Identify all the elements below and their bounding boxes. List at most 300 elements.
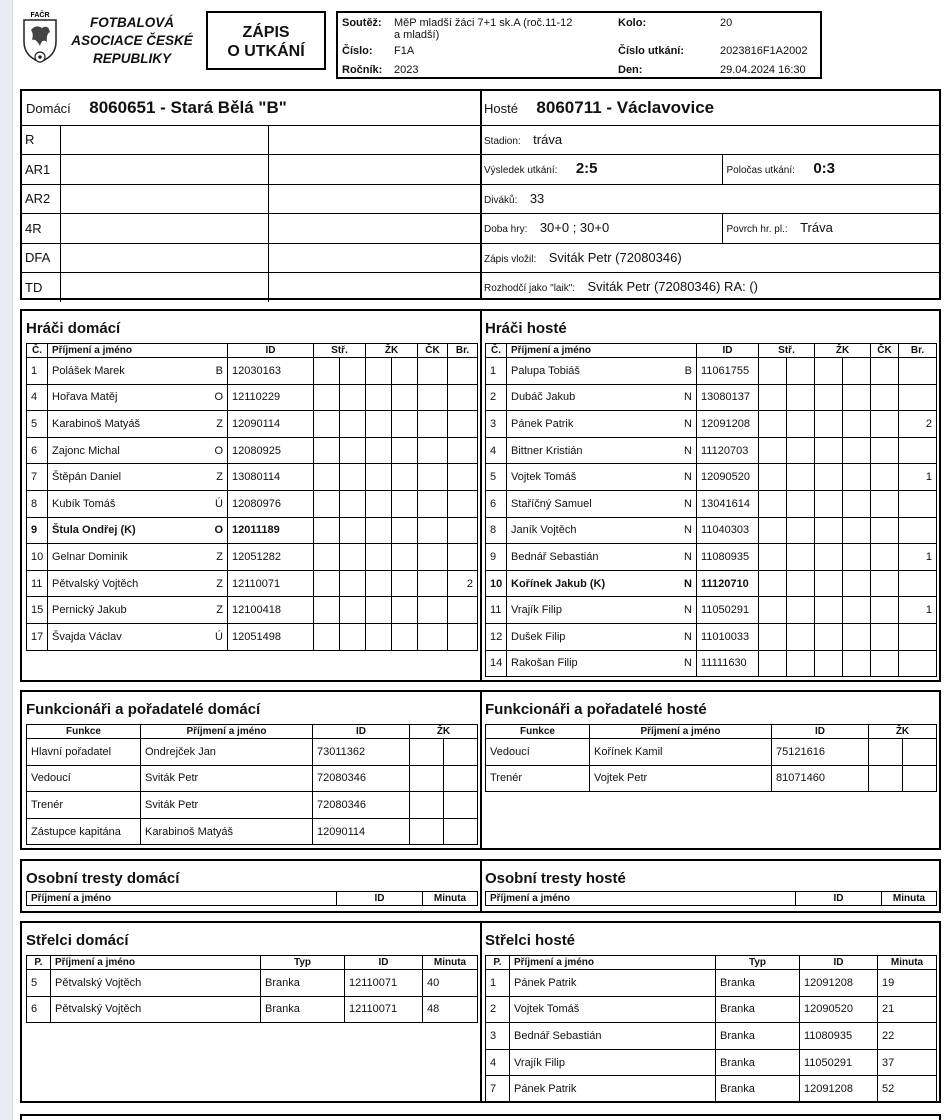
match-number-label: Číslo utkání:: [618, 45, 685, 57]
player-name: Pernický Jakub: [52, 604, 127, 617]
away-players-title: Hráči hosté: [485, 320, 567, 337]
player-name-cell: [48, 437, 228, 464]
player-name: Palupa Tobiáš: [511, 364, 580, 377]
home-players-table: [26, 343, 478, 651]
away-label: Hosté: [484, 100, 518, 116]
home-scorers-title: Střelci domácí: [26, 932, 129, 949]
col-goals-shots: Stř.: [314, 344, 366, 358]
scorer-id: 12110071: [345, 996, 423, 1023]
staff-role: Vedoucí: [27, 765, 141, 792]
scorer-row: [486, 1049, 937, 1076]
player-id: 12110071: [228, 570, 314, 597]
player-id: 12091208: [697, 411, 759, 438]
lay-referee-label: Rozhodčí jako "laik":: [484, 283, 576, 295]
staff-row: [486, 765, 937, 792]
player-name: Pětvalský Vojtěch: [52, 577, 139, 590]
player-goals: [448, 464, 478, 491]
number-value: F1A: [394, 45, 415, 57]
staff-id: 72080346: [313, 765, 410, 792]
facr-logo: [20, 10, 60, 66]
player-name-cell: [507, 437, 697, 464]
scorer-row: [486, 1023, 937, 1050]
scorer-id: 11080935: [800, 1023, 878, 1050]
player-number: 10: [27, 544, 48, 571]
player-position: O: [214, 444, 223, 457]
staff-name: Sviták Petr: [141, 765, 313, 792]
player-row: [27, 464, 478, 491]
player-id: 11080935: [697, 544, 759, 571]
staff-id: 73011362: [313, 739, 410, 766]
player-id: 13080114: [228, 464, 314, 491]
away-penalties-title: Osobní tresty hosté: [485, 870, 626, 887]
player-position: Z: [216, 417, 223, 430]
player-name: Polášek Marek: [52, 364, 125, 377]
player-id: 11120703: [697, 437, 759, 464]
player-name-cell: [48, 544, 228, 571]
player-goals: [448, 544, 478, 571]
player-id: 12051282: [228, 544, 314, 571]
player-position: Ú: [215, 630, 223, 643]
home-penalties-table: Příjmení a jméno ID Minuta: [26, 891, 478, 906]
number-label: Číslo:: [342, 45, 373, 57]
halftime-label: Poločas utkání:: [726, 165, 795, 177]
scorer-row: [486, 970, 937, 997]
player-position: N: [684, 497, 692, 510]
scorer-row: [486, 1076, 937, 1103]
player-row: [486, 517, 937, 544]
official-row: DFA: [22, 243, 480, 273]
player-name-cell: [507, 490, 697, 517]
player-position: N: [684, 577, 692, 590]
scorer-row: [27, 970, 478, 997]
away-players-table: Č. Příjmení a jméno ID Stř. ŽK ČK Br. 1 Palupa Tobiáš B 11061755 2 Dubáč Jakub N 13080137 3 Pánek Patrik N 12091208 2 4 Bittner Kristián N 11120703 5 Vojtek Tomáš N 12090520 1 6 Staříčný Samuel N 13041614 8 Janík Vojtěch N 11040303 9 Bednář Sebastián N 11080935 1 10 Kořínek Jakub (K) N 11120710 11 Vrajík Filip N 11050291 1 12 Dušek Filip N 11010033 14 Rakošan Filip N 11111630: [485, 343, 937, 677]
scorer-id: 11050291: [800, 1049, 878, 1076]
home-players-title: Hráči domácí: [26, 320, 121, 337]
scorer-name: Pětvalský Vojtěch: [51, 970, 261, 997]
scorer-id: 12090520: [800, 996, 878, 1023]
away-staff-title: Funkcionáři a pořadatelé hosté: [485, 701, 707, 718]
stadium-label: Stadion:: [484, 135, 521, 147]
player-id: 12110229: [228, 384, 314, 411]
staff-row: [27, 818, 478, 845]
player-id: 13041614: [697, 490, 759, 517]
official-row: AR1: [22, 155, 480, 185]
player-goals: [899, 570, 937, 597]
scorer-id: 12091208: [800, 1076, 878, 1103]
player-number: 17: [27, 623, 48, 650]
home-team-row: [22, 91, 480, 125]
player-name: Vojtek Tomáš: [511, 471, 577, 484]
duration-label: Doba hry:: [484, 224, 528, 236]
scorer-minute: 40: [423, 970, 478, 997]
player-name: Štula Ondřej (K): [52, 524, 136, 537]
player-number: 6: [27, 437, 48, 464]
player-row: [27, 544, 478, 571]
player-number: 6: [486, 490, 507, 517]
home-staff-title: Funkcionáři a pořadatelé domácí: [26, 701, 261, 718]
staff-row: [27, 765, 478, 792]
player-number: 4: [486, 437, 507, 464]
scorer-type: Branka: [261, 996, 345, 1023]
player-name: Dubáč Jakub: [511, 391, 576, 404]
surface-label: Povrch hr. pl.:: [726, 224, 788, 236]
document-title: ZÁPIS O UTKÁNÍ: [206, 11, 326, 70]
player-number: 12: [486, 623, 507, 650]
scorer-minute: 21: [878, 996, 937, 1023]
duration-value: 30+0 ; 30+0: [539, 220, 610, 236]
player-goals: [899, 358, 937, 385]
player-id: 13080137: [697, 384, 759, 411]
staff-role: Vedoucí: [486, 739, 590, 766]
player-position: N: [684, 417, 692, 430]
player-goals: 1: [899, 544, 937, 571]
player-row: [486, 384, 937, 411]
player-goals: [448, 490, 478, 517]
player-position: B: [215, 364, 223, 377]
player-position: N: [684, 524, 692, 537]
player-number: 9: [27, 517, 48, 544]
entered-by-value: Sviták Petr (72080346): [548, 249, 682, 265]
scorer-minute: 22: [878, 1023, 937, 1050]
away-team-row: [482, 91, 939, 125]
away-team-name: 8060711 - Václavovice: [536, 97, 715, 117]
player-row: [486, 597, 937, 624]
player-goals: [899, 623, 937, 650]
player-number: 5: [27, 411, 48, 438]
player-number: 7: [27, 464, 48, 491]
player-row: [486, 490, 937, 517]
staff-id: 81071460: [772, 765, 869, 792]
staff-name: Sviták Petr: [141, 792, 313, 819]
player-position: O: [214, 524, 223, 537]
scorer-name: Bednář Sebastián: [510, 1023, 716, 1050]
player-name: Karabinoš Matyáš: [52, 417, 141, 430]
player-goals: 1: [899, 597, 937, 624]
player-row: [27, 384, 478, 411]
player-name-cell: [507, 517, 697, 544]
player-id: 12051498: [228, 623, 314, 650]
scorer-id: 12110071: [345, 970, 423, 997]
scorer-type: Branka: [261, 970, 345, 997]
player-name: Vrajík Filip: [511, 604, 562, 617]
player-position: O: [214, 391, 223, 404]
player-name: Bednář Sebastián: [511, 550, 599, 563]
scorer-type: Branka: [716, 970, 800, 997]
surface-value: Tráva: [800, 220, 833, 236]
home-scorers-table: P. Příjmení a jméno Typ ID Minuta 5 Pětvalský Vojtěch Branka 12110071 40 6 Pětvalský Vojtěch Branka 12110071 48: [26, 955, 478, 1023]
player-name: Švajda Václav: [52, 630, 122, 643]
next-section-edge: [20, 1114, 941, 1120]
player-row: [27, 517, 478, 544]
staff-name: Kořínek Kamil: [590, 739, 772, 766]
day-label: Den:: [618, 64, 643, 76]
staff-row: [27, 792, 478, 819]
player-goals: [448, 597, 478, 624]
scorer-order: 2: [486, 996, 510, 1023]
col-name: Příjmení a jméno: [48, 344, 228, 358]
player-name-cell: [507, 597, 697, 624]
scorer-order: 5: [27, 970, 51, 997]
player-number: 3: [486, 411, 507, 438]
player-name-cell: [48, 490, 228, 517]
player-row: [486, 570, 937, 597]
competition-value: MěP mladší žáci 7+1 sk.A (roč.11-12 a mladší): [394, 17, 573, 41]
player-id: 12100418: [228, 597, 314, 624]
scorer-name: Vojtek Tomáš: [510, 996, 716, 1023]
scorer-order: 1: [486, 970, 510, 997]
day-value: 29.04.2024 16:30: [720, 64, 806, 76]
staff-id: 72080346: [313, 792, 410, 819]
player-goals: [899, 437, 937, 464]
scorer-type: Branka: [716, 1076, 800, 1103]
official-row: 4R: [22, 214, 480, 244]
player-row: [27, 570, 478, 597]
player-name: Dušek Filip: [511, 630, 566, 643]
logo-text: FAČR: [30, 12, 50, 19]
player-name: Staříčný Samuel: [511, 497, 592, 510]
player-name-cell: [507, 570, 697, 597]
player-goals: [448, 437, 478, 464]
player-number: 8: [27, 490, 48, 517]
player-number: 1: [27, 358, 48, 385]
staff-id: 12090114: [313, 818, 410, 845]
staff-name: Vojtek Petr: [590, 765, 772, 792]
lay-referee-value: Sviták Petr (72080346) RA: (): [587, 279, 759, 295]
staff-row: [27, 739, 478, 766]
away-scorers-table: P. Příjmení a jméno Typ ID Minuta 1 Pánek Patrik Branka 12091208 19 2 Vojtek Tomáš Branka 12090520 21 3 Bednář Sebastián Branka 11080935 22 4 Vrajík Filip Branka 11050291 37 7 Pánek Patrik Branka 12091208 52: [485, 955, 937, 1103]
season-value: 2023: [394, 64, 419, 76]
staff-name: Karabinoš Matyáš: [141, 818, 313, 845]
player-position: N: [684, 444, 692, 457]
official-row: R: [22, 125, 480, 155]
col-id: ID: [228, 344, 314, 358]
scorer-order: 4: [486, 1049, 510, 1076]
match-details-table: [482, 91, 939, 302]
player-number: 4: [27, 384, 48, 411]
staff-role: Hlavní pořadatel: [27, 739, 141, 766]
player-position: Z: [216, 550, 223, 563]
player-id: 11120710: [697, 570, 759, 597]
scorer-type: Branka: [716, 996, 800, 1023]
player-position: Z: [216, 577, 223, 590]
away-staff-table: Funkce Příjmení a jméno ID ŽK Vedoucí Kořínek Kamil 75121616 Trenér Vojtek Petr 81071460: [485, 724, 937, 792]
scorers-box: [20, 921, 941, 1103]
scorer-type: Branka: [716, 1049, 800, 1076]
player-row: [486, 544, 937, 571]
result-label: Výsledek utkání:: [484, 165, 558, 177]
match-box: [20, 89, 941, 300]
player-name: Kubík Tomáš: [52, 497, 116, 510]
player-id: 12030163: [228, 358, 314, 385]
player-name-cell: [48, 570, 228, 597]
scorer-minute: 19: [878, 970, 937, 997]
player-id: 11061755: [697, 358, 759, 385]
halftime-value: 0:3: [813, 160, 836, 178]
player-name: Bittner Kristián: [511, 444, 583, 457]
match-officials-table: [22, 91, 480, 302]
staff-row: [486, 739, 937, 766]
player-position: N: [684, 604, 692, 617]
player-name: Pánek Patrik: [511, 417, 574, 430]
player-id: 12090114: [228, 411, 314, 438]
scorer-name: Vrajík Filip: [510, 1049, 716, 1076]
player-goals: [448, 517, 478, 544]
player-name: Štěpán Daniel: [52, 471, 122, 484]
match-info-box: [336, 11, 822, 79]
player-name-cell: [48, 464, 228, 491]
player-id: 12080925: [228, 437, 314, 464]
player-position: N: [684, 471, 692, 484]
player-name: Kořínek Jakub (K): [511, 577, 606, 590]
player-number: 5: [486, 464, 507, 491]
player-name: Gelnar Dominik: [52, 550, 128, 563]
player-name-cell: [48, 623, 228, 650]
home-staff-table: Funkce Příjmení a jméno ID ŽK Hlavní pořadatel Ondrejček Jan 73011362 Vedoucí Sviták Petr 72080346 Trenér Sviták Petr 72080346 Zástupce kapitána Karabinoš Matyáš 12090114: [26, 724, 478, 845]
season-label: Ročník:: [342, 64, 383, 76]
match-number-value: 2023816F1A2002: [720, 45, 808, 57]
home-label: Domácí: [26, 100, 71, 116]
col-yellow: ŽK: [366, 344, 418, 358]
player-position: N: [684, 630, 692, 643]
player-goals: [899, 384, 937, 411]
player-name-cell: [507, 358, 697, 385]
scorer-id: 12091208: [800, 970, 878, 997]
player-row: [486, 650, 937, 677]
player-row: [27, 358, 478, 385]
player-goals: [448, 411, 478, 438]
player-goals: 1: [899, 464, 937, 491]
player-name-cell: [48, 358, 228, 385]
player-number: 11: [27, 570, 48, 597]
player-name-cell: [48, 597, 228, 624]
round-value: 20: [720, 17, 733, 29]
staff-role: Zástupce kapitána: [27, 818, 141, 845]
round-label: Kolo:: [618, 17, 647, 29]
player-goals: [448, 384, 478, 411]
home-team-name: 8060651 - Stará Bělá "B": [89, 97, 287, 117]
staff-box: [20, 690, 941, 850]
scorer-name: Pětvalský Vojtěch: [51, 996, 261, 1023]
player-id: 11111630: [697, 650, 759, 677]
player-id: 11040303: [697, 517, 759, 544]
col-number: Č.: [27, 344, 48, 358]
away-penalties-table: Příjmení a jméno ID Minuta: [485, 891, 937, 906]
player-position: N: [684, 550, 692, 563]
scorer-name: Pánek Patrik: [510, 1076, 716, 1103]
competition-label: Soutěž:: [342, 17, 382, 29]
player-goals: [899, 650, 937, 677]
player-row: [27, 490, 478, 517]
player-id: 11050291: [697, 597, 759, 624]
scorer-order: 7: [486, 1076, 510, 1103]
penalties-box: [20, 859, 941, 913]
official-row: AR2: [22, 184, 480, 214]
scorer-minute: 37: [878, 1049, 937, 1076]
staff-id: 75121616: [772, 739, 869, 766]
player-id: 12080976: [228, 490, 314, 517]
spectators-value: 33: [529, 190, 545, 206]
scorer-row: [27, 996, 478, 1023]
player-row: [486, 437, 937, 464]
spectators-label: Diváků:: [484, 194, 518, 206]
player-goals: [448, 358, 478, 385]
staff-role: Trenér: [486, 765, 590, 792]
player-goals: [448, 623, 478, 650]
away-scorers-title: Střelci hosté: [485, 932, 576, 949]
player-goals: [899, 517, 937, 544]
scorer-order: 3: [486, 1023, 510, 1050]
player-name-cell: [48, 384, 228, 411]
player-row: [486, 464, 937, 491]
federation-name: FOTBALOVÁ ASOCIACE ČESKÉ REPUBLIKY: [71, 15, 193, 66]
player-name: Janík Vojtěch: [511, 524, 577, 537]
player-number: 10: [486, 570, 507, 597]
player-number: 15: [27, 597, 48, 624]
player-row: [27, 623, 478, 650]
player-goals: [899, 490, 937, 517]
player-position: N: [684, 391, 692, 404]
player-position: N: [684, 657, 692, 670]
player-name: Hořava Matěj: [52, 391, 118, 404]
player-name-cell: [507, 544, 697, 571]
col-red: ČK: [418, 344, 448, 358]
player-position: Z: [216, 471, 223, 484]
home-penalties-title: Osobní tresty domácí: [26, 870, 180, 887]
player-name: Rakošan Filip: [511, 657, 578, 670]
player-goals: 2: [899, 411, 937, 438]
player-row: [486, 623, 937, 650]
player-name-cell: [507, 411, 697, 438]
player-number: 8: [486, 517, 507, 544]
player-id: 11010033: [697, 623, 759, 650]
player-id: 12090520: [697, 464, 759, 491]
player-name-cell: [507, 650, 697, 677]
official-row: TD: [22, 273, 480, 302]
scorer-name: Pánek Patrik: [510, 970, 716, 997]
player-name: Zajonc Michal: [52, 444, 120, 457]
stadium-value: tráva: [533, 131, 563, 147]
player-row: [27, 437, 478, 464]
player-name-cell: [507, 384, 697, 411]
result-value: 2:5: [575, 160, 598, 178]
scorer-minute: 52: [878, 1076, 937, 1103]
player-name-cell: [48, 411, 228, 438]
scorer-row: [486, 996, 937, 1023]
player-name-cell: [507, 464, 697, 491]
player-row: [27, 411, 478, 438]
staff-role: Trenér: [27, 792, 141, 819]
player-number: 11: [486, 597, 507, 624]
player-position: Z: [216, 604, 223, 617]
player-name-cell: [507, 623, 697, 650]
players-box: [20, 309, 941, 682]
player-id: 12011189: [228, 517, 314, 544]
entered-by-label: Zápis vložil:: [484, 253, 537, 265]
player-goals: 2: [448, 570, 478, 597]
player-number: 9: [486, 544, 507, 571]
scorer-minute: 48: [423, 996, 478, 1023]
player-row: [486, 358, 937, 385]
player-position: Ú: [215, 497, 223, 510]
player-position: B: [684, 364, 692, 377]
staff-name: Ondrejček Jan: [141, 739, 313, 766]
player-number: 2: [486, 384, 507, 411]
player-name-cell: [48, 517, 228, 544]
player-number: 14: [486, 650, 507, 677]
player-row: [486, 411, 937, 438]
player-row: [27, 597, 478, 624]
scorer-type: Branka: [716, 1023, 800, 1050]
